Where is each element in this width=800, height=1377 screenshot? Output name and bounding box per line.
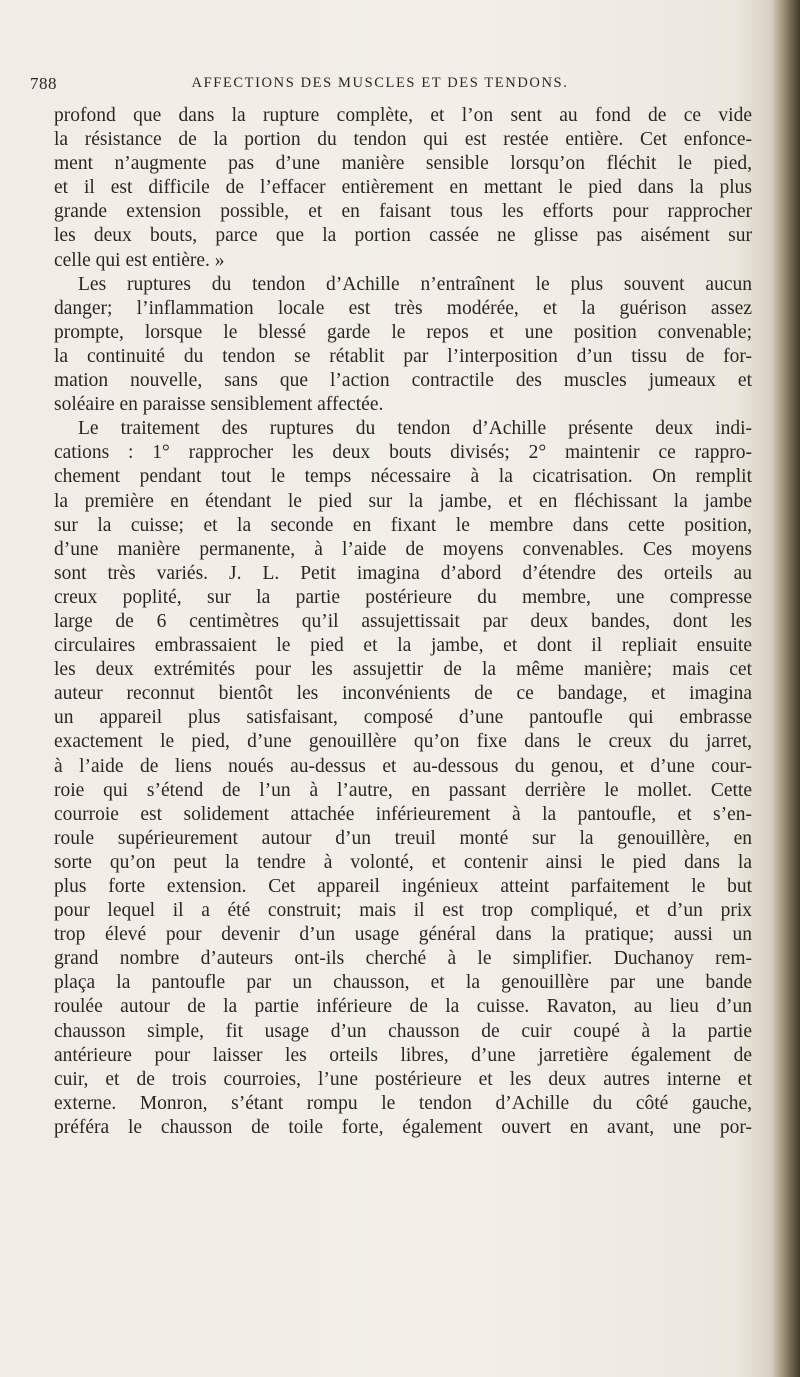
text-line: soléaire en paraisse sensiblement affectée. <box>54 394 384 416</box>
text-line: sur la cuisse; et la seconde en fixant le membre dans cette position, <box>54 514 752 536</box>
text-line: chausson simple, fit usage d’un chausson de cuir coupé à la partie <box>54 1020 752 1042</box>
text-line: et il est difficile de l’effacer entièrement en mettant le pied dans la plus <box>54 177 752 199</box>
text-line: celle qui est entière. » <box>54 249 225 271</box>
text-line: un appareil plus satisfaisant, composé d’une pantoufle qui embrasse <box>54 707 752 729</box>
text-line: antérieure pour laisser les orteils libres, d’une jarretière également de <box>54 1044 752 1066</box>
text-line: roule supérieurement autour d’un treuil monté sur la genouillère, en <box>54 827 752 849</box>
text-line: externe. Monron, s’étant rompu le tendon d’Achille du côté gauche, <box>54 1092 752 1114</box>
text-line: d’une manière permanente, à l’aide de moyens convenables. Ces moyens <box>54 538 752 560</box>
text-line: sorte qu’on peut la tendre à volonté, et contenir ainsi le pied dans la <box>54 851 752 873</box>
text-line: les deux extrémités pour les assujettir de la même manière; mais cet <box>54 659 752 681</box>
text-line: ment n’augmente pas d’une manière sensible lorsqu’on fléchit le pied, <box>54 153 752 175</box>
text-line: sont très variés. J. L. Petit imagina d’abord d’étendre des orteils au <box>54 562 752 584</box>
book-spine-shadow <box>772 0 800 1377</box>
text-line: profond que dans la rupture complète, et l’on sent au fond de ce vide <box>54 105 752 126</box>
text-line: Le traitement des ruptures du tendon d’Achille présente deux indi- <box>78 418 752 440</box>
text-line: grand nombre d’auteurs ont-ils cherché à le simplifier. Duchanoy rem- <box>54 948 752 970</box>
text-line: creux poplité, sur la partie postérieure du membre, une compresse <box>54 586 752 608</box>
text-line: la résistance de la portion du tendon qui est restée entière. Cet enfonce- <box>54 129 752 151</box>
text-line: cations : 1° rapprocher les deux bouts divisés; 2° maintenir ce rappro- <box>54 442 752 464</box>
text-line: large de 6 centimètres qu’il assujettissait par deux bandes, dont les <box>54 610 752 632</box>
text-line: cuir, et de trois courroies, l’une postérieure et les deux autres interne et <box>54 1068 752 1090</box>
text-line: roulée autour de la partie inférieure de la cuisse. Ravaton, au lieu d’un <box>54 996 752 1018</box>
text-line: préféra le chausson de toile forte, également ouvert en avant, une por- <box>54 1116 752 1138</box>
text-line: prompte, lorsque le blessé garde le repos et une position convenable; <box>54 321 752 343</box>
running-title: AFFECTIONS DES MUSCLES ET DES TENDONS. <box>191 75 569 91</box>
text-line: pour lequel il a été construit; mais il est trop compliqué, et d’un prix <box>54 900 752 922</box>
text-line: à l’aide de liens noués au-dessus et au-dessous du genou, et d’une cour- <box>54 755 752 777</box>
body-text <box>54 104 752 1140</box>
text-line: la continuité du tendon se rétablit par l’interposition d’un tissu de for- <box>54 345 752 367</box>
text-line: auteur reconnut bientôt les inconvénients de ce bandage, et imagina <box>54 683 752 705</box>
text-line: grande extension possible, et en faisant tous les efforts pour rapprocher <box>54 201 752 223</box>
page-number: 788 <box>30 74 57 93</box>
text-line: mation nouvelle, sans que l’action contractile des muscles jumeaux et <box>54 370 752 392</box>
text-line: la première en étendant le pied sur la jambe, et en fléchissant la jambe <box>54 490 752 512</box>
text-line: plus forte extension. Cet appareil ingénieux atteint parfaitement le but <box>54 876 752 897</box>
page-header <box>30 74 750 96</box>
text-line: trop élevé pour devenir d’un usage général dans la pratique; aussi un <box>54 924 752 946</box>
text-line: Les ruptures du tendon d’Achille n’entraînent le plus souvent aucun <box>78 273 752 295</box>
text-line: courroie est solidement attachée inférieurement à la pantoufle, et s’en- <box>54 803 752 825</box>
text-line: les deux bouts, parce que la portion cassée ne glisse pas aisément sur <box>54 225 752 247</box>
text-line: plaça la pantoufle par un chausson, et la genouillère par une bande <box>54 972 752 994</box>
text-line: danger; l’inflammation locale est très modérée, et la guérison assez <box>54 297 752 319</box>
text-line: circulaires embrassaient le pied et la jambe, et dont il repliait ensuite <box>54 635 752 657</box>
text-line: roie qui s’étend de l’un à l’autre, en passant derrière le mollet. Cette <box>54 779 752 801</box>
text-line: chement pendant tout le temps nécessaire à la cicatrisation. On remplit <box>54 466 752 488</box>
text-line: exactement le pied, d’une genouillère qu’on fixe dans le creux du jarret, <box>54 731 752 753</box>
